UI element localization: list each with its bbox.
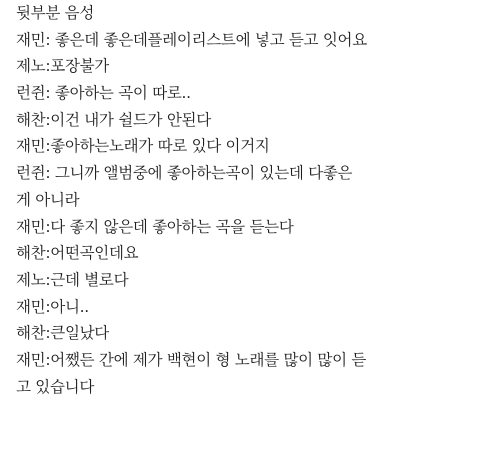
transcript-line: 재민:어쨌든 간에 제가 백현이 형 노래를 많이 많이 듣 [16, 350, 367, 369]
transcript-line: 게 아니라 [16, 190, 80, 209]
transcript-heading: 뒷부분 음성 [16, 4, 94, 22]
transcript-line: 재민:다 좋지 않은데 좋아하는 곡을 듣는다 [16, 217, 294, 236]
transcript-line: 재민:아니.. [16, 297, 89, 316]
transcript-line: 해찬:이건 내가 쉴드가 안된다 [16, 110, 211, 129]
transcript-line: 런쥔: 그니까 앨범중에 좋아하는곡이 있는데 다좋은 [16, 164, 353, 183]
transcript-line: 제노:포장불가 [16, 57, 109, 76]
transcript-line: 고 있습니다 [16, 377, 94, 396]
transcript-line: 재민: 좋은데 좋은데플레이리스트에 넣고 듣고 잇어요 [16, 30, 367, 49]
transcript-line: 해찬:큰일났다 [16, 324, 109, 343]
transcript-line: 런쥔: 좋아하는 곡이 따로.. [16, 84, 191, 103]
transcript-line: 제노:근데 별로다 [16, 270, 129, 289]
transcript-line: 재민:좋아하는노래가 따로 있다 이거지 [16, 137, 270, 156]
transcript-line: 해찬:어떤곡인데요 [16, 244, 139, 263]
